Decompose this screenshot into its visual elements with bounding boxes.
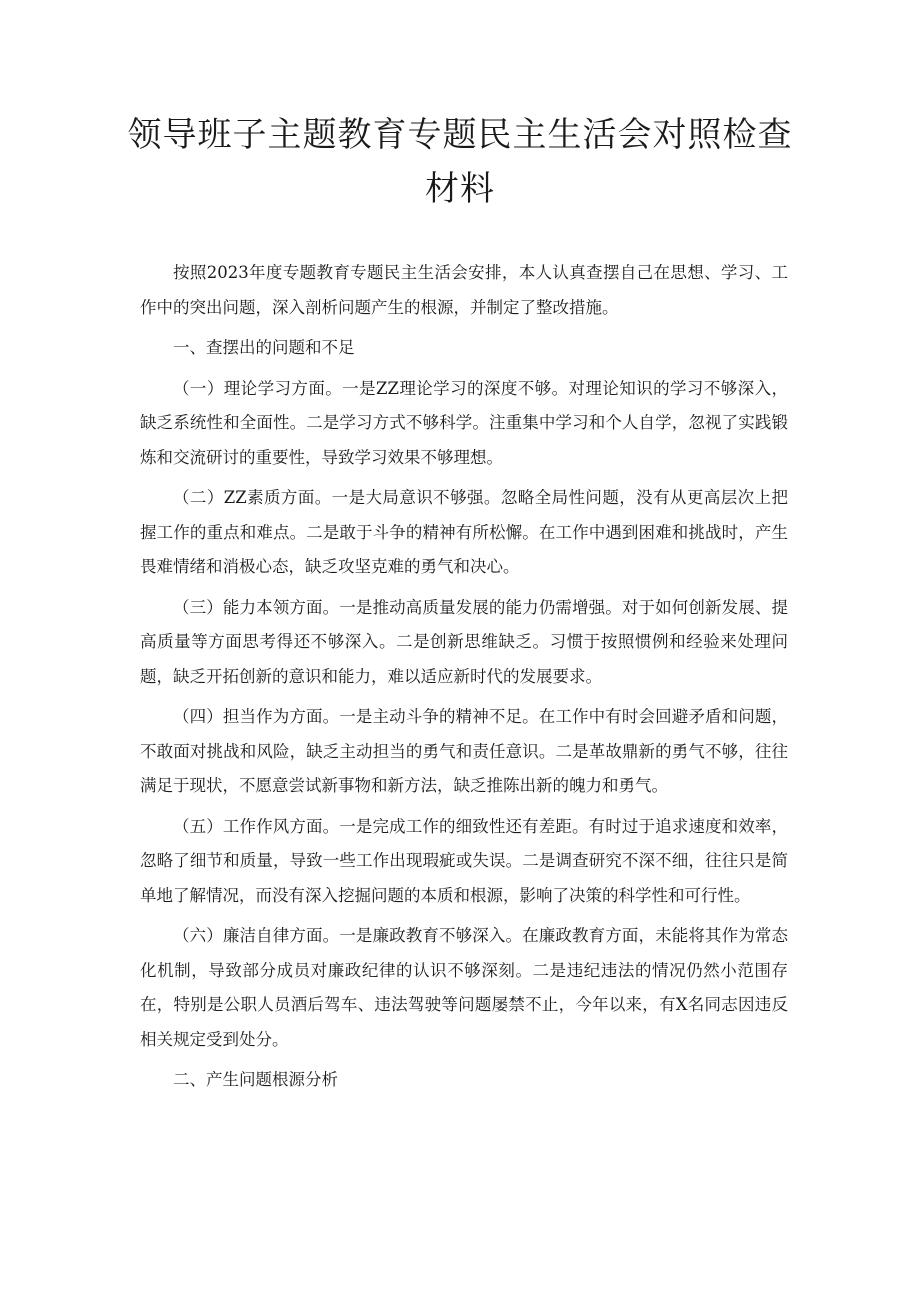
intro-paragraph: 按照2023年度专题教育专题民主生活会安排，本人认真查摆自己在思想、学习、工作中的突出问题，深入剖析问题产生的根源，并制定了整改措施。: [140, 263, 788, 317]
paragraph-ability: （三）能力本领方面。一是推动高质量发展的能力仍需增强。对于如何创新发展、提高质量等方面思考得还不够深入。二是创新思维缺乏。习惯于按照惯例和经验来处理问题，缺乏开拓创新的意识和能力，难以适应新时代的发展要求。: [140, 597, 788, 686]
section-heading-1: 一、查摆出的问题和不足: [173, 338, 355, 357]
paragraph-political-quality: （二）ZZ素质方面。一是大局意识不够强。忽略全局性问题，没有从更高层次上把握工作的重点和难点。二是敢于斗争的精神有所松懈。在工作中遇到困难和挑战时，产生畏难情绪和消极心态，缺乏攻坚克难的勇气和决心。: [140, 488, 788, 576]
paragraph-responsibility: （四）担当作为方面。一是主动斗争的精神不足。在工作中有时会回避矛盾和问题，不敢面对挑战和风险，缺乏主动担当的勇气和责任意识。二是革故鼎新的勇气不够，往往满足于现状，不愿意尝试新事物和新方法，缺乏推陈出新的魄力和勇气。: [140, 707, 788, 795]
document-body: [140, 256, 788, 1104]
paragraph-integrity: （六）廉洁自律方面。一是廉政教育不够深入。在廉政教育方面，未能将其作为常态化机制，导致部分成员对廉政纪律的认识不够深刻。二是违纪违法的情况仍然小范围存在，特别是公职人员酒后驾车、违法驾驶等问题屡禁不止，今年以来，有X名同志因违反相关规定受到处分。: [140, 926, 788, 1049]
document-title: 领导班子主题教育专题民主生活会对照检查材料: [127, 115, 793, 209]
paragraph-work-style: （五）工作作风方面。一是完成工作的细致性还有差距。有时过于追求速度和效率，忽略了细节和质量，导致一些工作出现瑕疵或失误。二是调查研究不深不细，往往只是简单地了解情况，而没有深入挖掘问题的本质和根源，影响了决策的科学性和可行性。: [140, 816, 788, 905]
paragraph-theory-study: （一）理论学习方面。一是ZZ理论学习的深度不够。对理论知识的学习不够深入，缺乏系统性和全面性。二是学习方式不够科学。注重集中学习和个人自学，忽视了实践锻炼和交流研讨的重要性，导致学习效果不够理想。: [140, 378, 788, 467]
section-heading-2: 二、产生问题根源分析: [173, 1070, 338, 1089]
